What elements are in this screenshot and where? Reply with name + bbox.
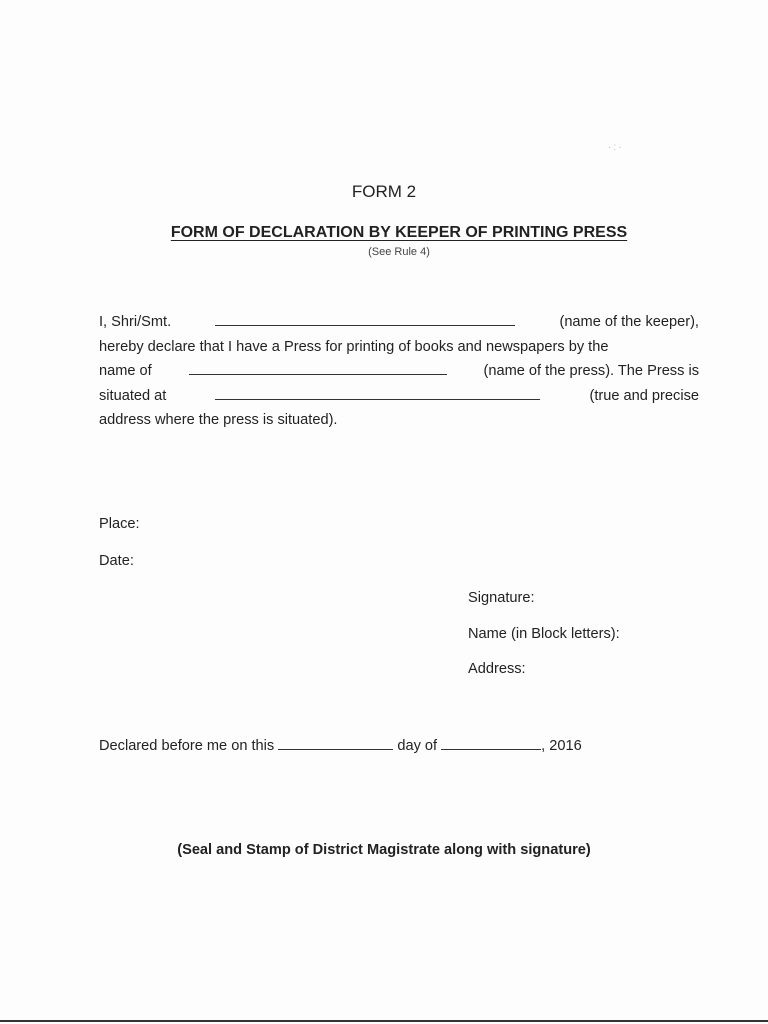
declaration-line <box>99 359 699 384</box>
rule-reference: (See Rule 4) <box>368 246 430 258</box>
block-letters-name-label: Name (in Block letters): <box>468 626 620 642</box>
page-bottom-edge <box>0 1020 768 1022</box>
declaration-text: address where the press is situated). <box>99 412 338 428</box>
scan-speck: ·:· <box>608 142 624 153</box>
address-label: Address: <box>468 661 526 677</box>
form-title: FORM OF DECLARATION BY KEEPER OF PRINTING PRESS <box>170 224 628 241</box>
form-number: FORM 2 <box>351 182 417 201</box>
attestation-middle: day of <box>397 738 438 754</box>
declaration-paragraph <box>99 310 699 433</box>
declaration-text: hereby declare that I have a Press for printing of books and newspapers by the <box>99 338 609 355</box>
declaration-text: I, Shri/Smt. <box>99 314 172 330</box>
attestation-year: , 2016 <box>541 738 582 754</box>
signature-label: Signature: <box>468 590 535 606</box>
press-address-blank[interactable] <box>215 384 540 400</box>
declaration-line <box>99 335 699 360</box>
declaration-text: name of <box>99 363 152 379</box>
declaration-line <box>99 310 699 335</box>
declaration-text: (true and precise <box>589 387 699 404</box>
declaration-text: (name of the press). The Press is <box>483 363 699 379</box>
declaration-text: situated at <box>99 387 167 404</box>
declaration-line <box>99 384 699 409</box>
month-blank[interactable] <box>441 734 541 750</box>
declaration-text: (name of the keeper), <box>559 314 699 330</box>
declaration-line <box>99 408 699 433</box>
day-blank[interactable] <box>278 734 393 750</box>
attestation-prefix: Declared before me on this <box>99 738 275 754</box>
attestation-line <box>99 734 582 754</box>
date-label: Date: <box>99 553 134 569</box>
keeper-name-blank[interactable] <box>215 310 515 326</box>
seal-note: (Seal and Stamp of District Magistrate along with signature) <box>177 842 591 858</box>
press-name-blank[interactable] <box>189 359 447 375</box>
place-label: Place: <box>99 516 140 532</box>
